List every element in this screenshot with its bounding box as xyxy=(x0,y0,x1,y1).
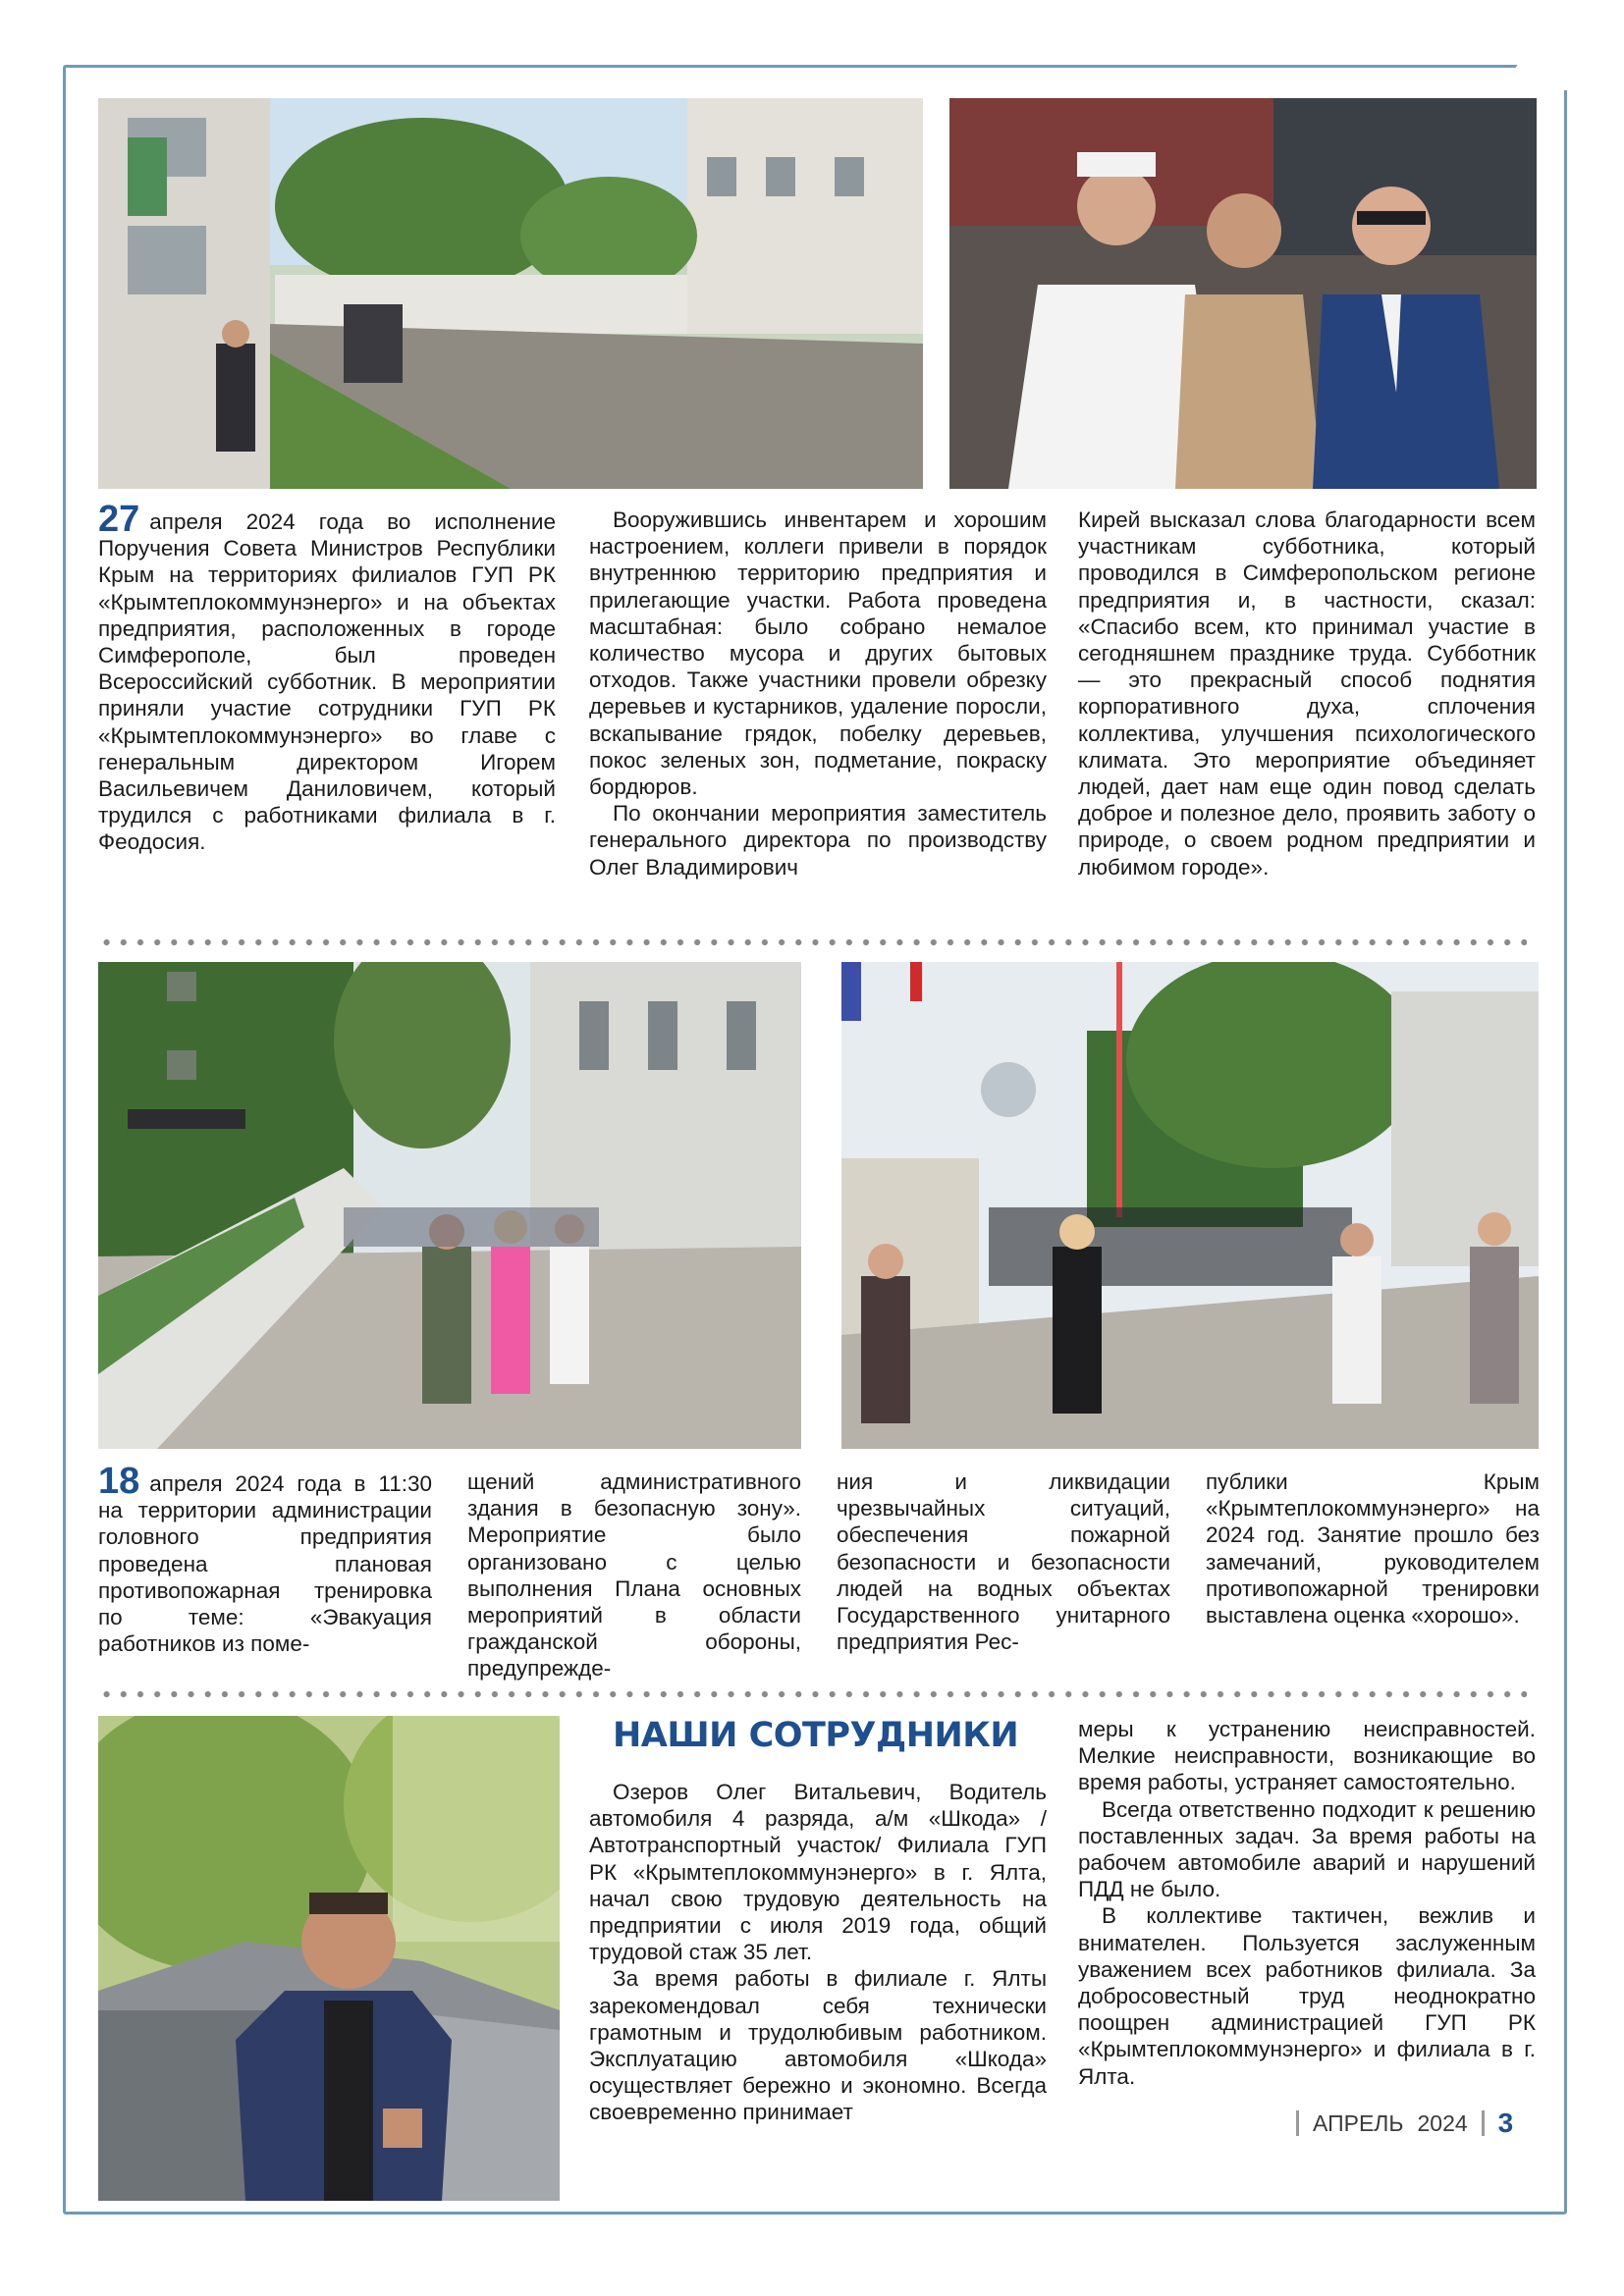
article1-dropcap: 27 xyxy=(98,499,140,540)
article2-column-1 xyxy=(98,1461,432,1657)
photo-evacuation-building xyxy=(98,962,801,1449)
article1-column-1 xyxy=(98,499,556,856)
dotted-divider-1 xyxy=(98,938,1527,946)
photo-employee-portrait xyxy=(98,1716,560,2201)
article2-column-2 xyxy=(467,1468,801,1682)
article2-column-4 xyxy=(1206,1468,1540,1629)
article2-column-3 xyxy=(837,1468,1170,1655)
article2-col1-text: апреля 2024 года в 11:30 на территории администрации головного предприятия проведена плановая противопожарная тренировка по теме: «Эвакуация работников из поме- xyxy=(98,1471,432,1657)
footer-divider-left xyxy=(1296,2110,1299,2136)
dotted-divider-2 xyxy=(98,1690,1527,1698)
footer-month: АПРЕЛЬ xyxy=(1313,2109,1404,2136)
article1-col3-text: Кирей высказал слова благодарности всем участникам субботника, который проводился в Симферопольском регионе предприятия и, в частности, сказал: «Спасибо всем, кто принимал участие в сегодняшнем празднике труда. Субботник — это прекрасный способ поднятия корпоративного духа, сплочения коллектива, улучшения психологического климата. Это мероприятие объединяет людей, дает нам еще один повод сделать доброе и полезное дело, проявить заботу о природе, о своем родном предприятии и любимом городе». xyxy=(1078,507,1536,880)
page-footer xyxy=(1296,2104,1513,2143)
article3-column-1 xyxy=(589,1779,1047,2126)
article1-col1-text: апреля 2024 года во исполнение Поручения Совета Министров Республики Крым на территориях филиалов ГУП РК «Крымтеплокоммунэнерго» и на объектах предприятия, расположенных в городе Симферополе, был проведен Всероссийский субботник. В мероприятии приняли участие сотрудники ГУП РК «Крымтеплокоммунэнерго» во главе с генеральным директором Игорем Васильевичем Даниловичем, который трудился с работниками филиала в г. Феодосия. xyxy=(98,509,556,855)
article3-col1-p2: За время работы в филиале г. Ялты зарекомендовал себя технически грамотным и трудолюбивым работником. Эксплуатацию автомобиля «Шкода» осуществляет бережно и экономно. Всегда своевременно принимает xyxy=(589,1966,1047,2125)
footer-divider-right xyxy=(1482,2110,1485,2136)
article2-col4-text: публики Крым «Крымтеплокоммунэнерго» на 2024 год. Занятие прошло без замечаний, руководителем противопожарной тренировки выставлена оценка «хорошо». xyxy=(1206,1469,1540,1629)
article3-col2-p1: меры к устранению неисправностей. Мелкие неисправности, возникающие во время работы, устраняет самостоятельно. xyxy=(1078,1717,1536,1795)
article1-col2-p1: Вооружившись инвентарем и хорошим настроением, коллеги привели в порядок внутреннюю территорию предприятия и прилегающие участки. Работа проведена масштабная: было собрано немалое количество мусора и других бытовых отходов. Также участники провели обрезку деревьев и кустарников, удаление поросли, вскапывание грядок, побелку деревьев, покос зеленых зон, подметание, покраску бордюров. xyxy=(589,507,1047,800)
article3-col1-p1: Озеров Олег Витальевич, Водитель автомобиля 4 разряда, а/м «Шкода» /Автотранспортный участок/ Филиала ГУП РК «Крымтеплокоммунэнерго» в г. Ялта, начал свою трудовую деятельность на предприятии с июля 2019 года, общий трудовой стаж 35 лет. xyxy=(589,1780,1047,1965)
article1-col2-p2: По окончании мероприятия заместитель генерального директора по производству Олег Владимирович xyxy=(589,801,1047,880)
photo-subbotnik-courtyard xyxy=(98,98,923,489)
article2-dropcap: 18 xyxy=(98,1461,140,1502)
photo-evacuation-gate xyxy=(841,962,1539,1449)
article1-column-3 xyxy=(1078,507,1536,881)
article3-col2-p2: Всегда ответственно подходит к решению поставленных задач. За время работы на рабочем автомобиле аварий и нарушений ПДД не было. xyxy=(1078,1796,1536,1902)
article3-column-2 xyxy=(1078,1716,1536,2090)
page-number: 3 xyxy=(1497,2108,1514,2138)
photo-three-men xyxy=(949,98,1537,489)
frame-corner-cut xyxy=(1499,55,1593,90)
article2-col3-text: ния и ликвидации чрезвычайных ситуаций, обеспечения пожарной безопасности и безопасности людей на водных объектах Государственного унитарного предприятия Рес- xyxy=(837,1469,1170,1655)
footer-year: 2024 xyxy=(1417,2109,1468,2136)
article1-column-2 xyxy=(589,507,1047,881)
article3-col2-p3: В коллективе тактичен, вежлив и внимателен. Пользуется заслуженным уважением всех работников филиала. За добросовестный труд неоднократно поощрен администрацией ГУП РК «Крымтеплокоммунэнерго» и филиала в г. Ялта. xyxy=(1078,1903,1536,2089)
article2-col2-text: щений административного здания в безопасную зону». Мероприятие было организовано с целью выполнения Плана основных мероприятий в области гражданской обороны, предупрежде- xyxy=(467,1469,801,1682)
section-heading-employees: НАШИ СОТРУДНИКИ xyxy=(613,1716,1019,1755)
